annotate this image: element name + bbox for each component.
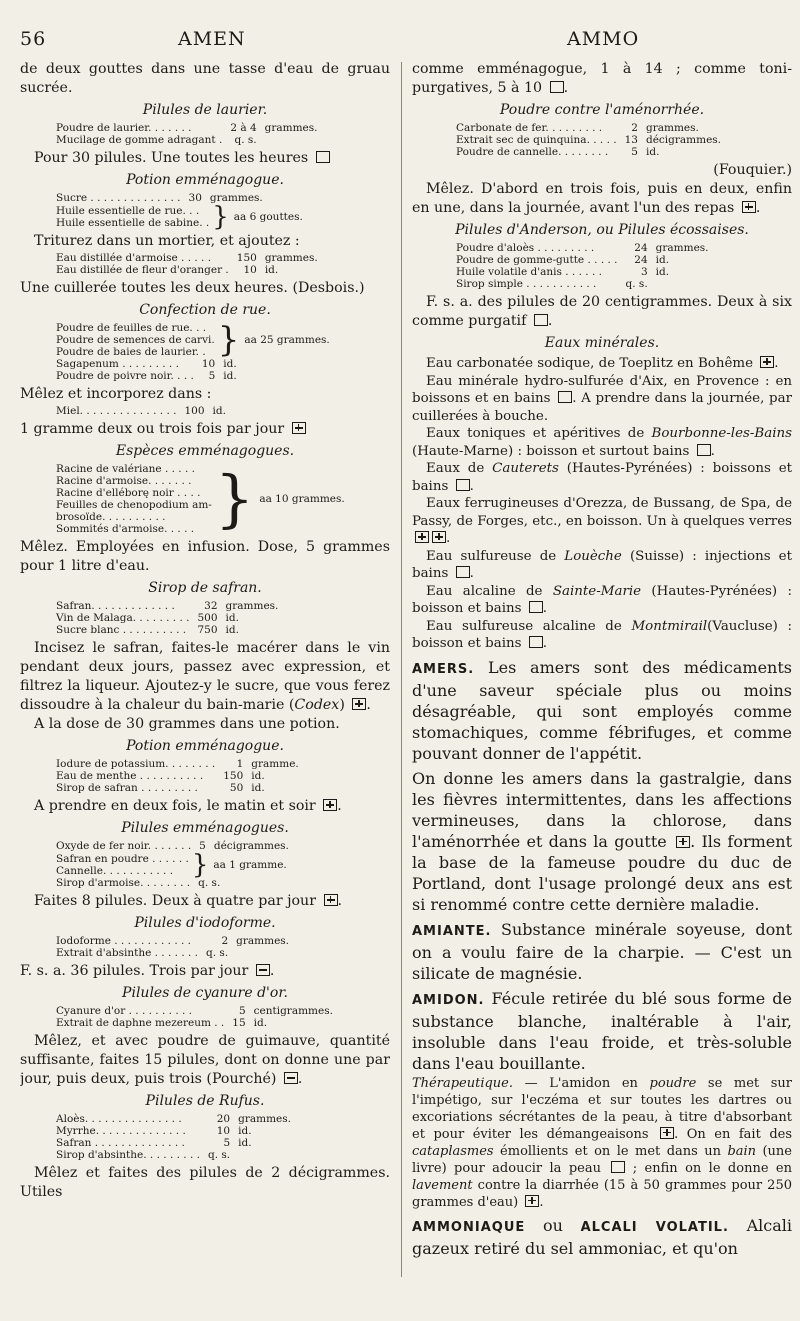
paragraph: Mêlez, et avec poudre de guimauve, quantité suffisante, faites 15 pilules, dont on donne une par jour, puis deux, puis trois (Pourché) . bbox=[20, 1033, 390, 1087]
recipe-table: Safran. . . . . . . . . . . . . 32 grammes. Vin de Malaga. . . . . . . . . 500 id. Sucre blanc . . . . . . . . . . 750 id. bbox=[56, 600, 279, 636]
minus-sign-icon bbox=[256, 964, 270, 976]
paragraph: Triturez dans un mortier, et ajoutez : bbox=[34, 233, 300, 249]
paragraph: Mêlez. Employées en infusion. Dose, 5 grammes pour 1 litre d'eau. bbox=[20, 539, 390, 574]
paragraph: Eaux toniques et apéritives de Bourbonne-les-Bains (Haute-Marne) : boisson et surtout bains . bbox=[412, 426, 792, 459]
paragraph: Eau sulfureuse alcaline de Montmirail(Vaucluse) : boisson et bains . bbox=[412, 618, 792, 651]
recipe-group: Poudre de feuilles de rue. . . Poudre de semences de carvi. Poudre de baies de laurier. . } aa 25 grammes. bbox=[56, 320, 330, 360]
recipe-title: Pilules de laurier. bbox=[142, 102, 268, 118]
recipe-table: Cyanure d'or . . . . . . . . . . 5 centigrammes. Extrait de daphne mezereum . . 15 id. bbox=[56, 1005, 333, 1029]
recipe-table: Eau distillée d'armoise . . . . . 150 grammes. Eau distillée de fleur d'oranger . 10 id. bbox=[56, 252, 318, 276]
square-sign-icon bbox=[534, 314, 548, 326]
recipe-table: Iodoforme . . . . . . . . . . . . 2 grammes. Extrait d'absinthe . . . . . . . q. s. bbox=[56, 935, 290, 959]
recipe-title: Pilules emménagogues. bbox=[121, 820, 289, 836]
entry-keyword: AMIANTE. bbox=[412, 923, 492, 939]
entry-keyword: AMERS. bbox=[412, 661, 475, 677]
recipe-table: Aloès. . . . . . . . . . . . . . . 20 grammes. Myrrhe. . . . . . . . . . . . . . 10 id. Safran . . . . . . . . . . . . . . 5 id. Sirop d'absinthe. . . . . . . . . q. s. bbox=[56, 1113, 291, 1161]
left-column bbox=[20, 60, 390, 1202]
plus-sign-icon bbox=[525, 1195, 539, 1207]
recipe-title: Sirop de safran. bbox=[148, 580, 262, 596]
plus-sign-icon bbox=[676, 836, 690, 848]
square-sign-icon bbox=[558, 391, 572, 403]
square-sign-icon bbox=[529, 636, 543, 648]
square-sign-icon bbox=[697, 444, 711, 456]
attribution: (Fouquier.) bbox=[713, 162, 792, 178]
square-sign-icon bbox=[456, 566, 470, 578]
paragraph: Eau alcaline de Sainte-Marie (Hautes-Pyrénées) : boisson et bains . bbox=[412, 583, 792, 616]
entry-ammoniaque: AMMONIAQUE ou ALCALI VOLATIL. Alcali gazeux retiré du sel ammoniac, et qu'on bbox=[412, 1215, 792, 1258]
paragraph: A la dose de 30 grammes dans une potion. bbox=[34, 716, 340, 732]
right-column bbox=[412, 60, 792, 1259]
recipe-table: Poudre d'aloès . . . . . . . . . 24 grammes. Poudre de gomme-gutte . . . . . 24 id. Huile volatile d'anis . . . . . . 3 id. Sirop simple . . . . . . . . . . . q. s. bbox=[456, 242, 709, 290]
recipe-table: Iodure de potassium. . . . . . . . 1 gramme. Eau de menthe . . . . . . . . . . 150 id. Sirop de safran . . . . . . . . . 50 id. bbox=[56, 758, 299, 794]
recipe-row: Poudre de laurier. . . . . . . 2 à 4 grammes. bbox=[56, 122, 318, 134]
paragraph: A prendre en deux fois, le matin et soir . bbox=[34, 798, 342, 814]
right-guide-word: AMMO bbox=[567, 28, 640, 50]
square-sign-icon bbox=[529, 601, 543, 613]
plus-sign-icon bbox=[415, 531, 429, 543]
entry-amers: AMERS. Les amers sont des médicaments d'une saveur spéciale plus ou moins désagréable, qui sont employés comme stomachiques, comme fébrifuges, et comme pouvant donner de l'appétit. bbox=[412, 657, 792, 763]
recipe-table bbox=[56, 122, 317, 146]
entry-keyword: AMIDON. bbox=[412, 992, 485, 1008]
plus-sign-icon bbox=[324, 894, 338, 906]
paragraph: On donne les amers dans la gastralgie, dans les fièvres intermittentes, dans les affections vermineuses, dans la chlorose, dans l'aménorrhée et dans la goutte . Ils forment la base de la fameuse poudre du duc de Portland, dont l'usage prolongé deux ans est si renommé contre cette dernière maladie. bbox=[412, 768, 792, 914]
plus-sign-icon bbox=[432, 531, 446, 543]
recipe-title: Pilules d'Anderson, ou Pilules écossaises. bbox=[455, 222, 749, 238]
entry-keyword: ALCALI VOLATIL. bbox=[580, 1219, 729, 1235]
paragraph: Pour 30 pilules. Une toutes les heures bbox=[20, 149, 390, 168]
recipe-title: Confection de rue. bbox=[139, 302, 271, 318]
minus-sign-icon bbox=[284, 1072, 298, 1084]
paragraph: Thérapeutique. — L'amidon en poudre se met sur l'impétigo, sur l'eczéma et sur toutes les dartres ou excoriations sécrétantes de la peau, à titre d'absorbant et pour éviter les démangeaisons . On en fait des cataplasmes émollients et on le met dans un bain (une livre) pour adoucir la peau ; enfin on le donne en lavement contre la diarrhée (15 à 50 grammes pour 250 grammes d'eau) . bbox=[412, 1075, 792, 1210]
recipe-title: Pilules d'iodoforme. bbox=[134, 915, 276, 931]
entry-amiante: AMIANTE. Substance minérale soyeuse, dont on a voulu faire de la charpie. — C'est un silicate de magnésie. bbox=[412, 919, 792, 983]
recipe-group: Racine de valériane . . . . . Racine d'armoise. . . . . . . Racine d'elléborę noir . . . . Feuilles de chenopodium am- brosoïde. . . . . . . . . . Sommités d'armoise. . . . . } aa 10 grammes. bbox=[56, 462, 345, 535]
recipe-title: Potion emménagogue. bbox=[126, 172, 284, 188]
paragraph: Mêlez et faites des pilules de 2 décigrammes. Utiles bbox=[20, 1165, 390, 1200]
left-guide-word: AMEN bbox=[178, 28, 246, 50]
paragraph: Eau carbonatée sodique, de Toeplitz en Bohême . bbox=[426, 356, 779, 371]
paragraph: Faites 8 pilules. Deux à quatre par jour . bbox=[34, 893, 343, 909]
recipe-table: Carbonate de fer. . . . . . . . . 2 grammes. Extrait sec de quinquina. . . . . 13 décigrammes. Poudre de cannelle. . . . . . . . 5 id. bbox=[456, 122, 722, 158]
paragraph: comme emménagogue, 1 à 14 ; comme toni-purgatives, 5 à 10 . bbox=[412, 61, 792, 96]
plus-sign-icon bbox=[323, 799, 337, 811]
recipe-table: Sucre . . . . . . . . . . . . . . 30 grammes. bbox=[56, 192, 263, 204]
square-sign-icon bbox=[316, 151, 330, 163]
paragraph: de deux gouttes dans une tasse d'eau de gruau sucrée. bbox=[20, 61, 390, 96]
paragraph: 1 gramme deux ou trois fois par jour bbox=[20, 420, 390, 439]
plus-sign-icon bbox=[352, 698, 366, 710]
recipe-title: Pilules de cyanure d'or. bbox=[122, 985, 288, 1001]
recipe-group: Safran en poudre . . . . . . Cannelle. . . . . . . . . . . } aa 1 gramme. bbox=[56, 850, 287, 880]
paragraph: F. s. a. des pilules de 20 centigrammes. Deux à six comme purgatif . bbox=[412, 294, 792, 329]
recipe-group: Huile essentielle de rue. . . Huile essentielle de sabine. . } aa 6 gouttes. bbox=[56, 202, 303, 232]
section-title: Eaux minérales. bbox=[544, 335, 660, 351]
paragraph: Eaux ferrugineuses d'Orezza, de Bussang, de Spa, de Passy, de Forges, etc., en boisson. Un à quelques verres . bbox=[412, 496, 792, 546]
recipe-title: Pilules de Rufus. bbox=[145, 1093, 265, 1109]
page-number: 56 bbox=[20, 28, 47, 50]
paragraph: Eau sulfureuse de Louèche (Suisse) : injections et bains . bbox=[412, 548, 792, 581]
running-header bbox=[0, 26, 800, 56]
paragraph: Mêlez. D'abord en trois fois, puis en deux, enfin en une, dans la journée, avant l'un des repas . bbox=[412, 181, 792, 216]
recipe-table: Miel. . . . . . . . . . . . . . . 100 id. bbox=[56, 405, 226, 417]
square-sign-icon bbox=[550, 81, 564, 93]
entry-amidon: AMIDON. Fécule retirée du blé sous forme de substance blanche, inaltérable à l'air, insoluble dans l'eau froide, et très-soluble dans l'eau bouillante. bbox=[412, 988, 792, 1073]
plus-sign-icon bbox=[660, 1127, 674, 1139]
paragraph: Mêlez et incorporez dans : bbox=[20, 386, 212, 402]
paragraph: Eau minérale hydro-sulfurée d'Aix, en Provence : en boissons et en bains . A prendre dans la journée, par cuillerées à bouche. bbox=[412, 373, 792, 424]
recipe-title: Potion emménagogue. bbox=[126, 738, 284, 754]
recipe-title: Espèces emménagogues. bbox=[115, 443, 295, 459]
column-rule bbox=[401, 62, 402, 1277]
recipe-table: Sagapenum . . . . . . . . . 10 id. Poudre de poivre noir. . . . 5 id. bbox=[56, 358, 237, 382]
recipe-table: Sirop d'armoise. . . . . . . . q. s. bbox=[56, 877, 221, 889]
paragraph: Incisez le safran, faites-le macérer dans le vin pendant deux jours, passez avec expression, et filtrez la liqueur. Ajoutez-y le sucre, que vous ferez dissoudre à la chaleur du bain-marie (Codex) . bbox=[20, 640, 390, 713]
square-sign-icon bbox=[456, 479, 470, 491]
paragraph: F. s. a. 36 pilules. Trois par jour . bbox=[20, 963, 275, 979]
recipe-table: Oxyde de fer noir. . . . . . . 5 décigrammes. bbox=[56, 840, 289, 852]
paragraph: Une cuillerée toutes les deux heures. (Desbois.) bbox=[20, 280, 365, 296]
plus-sign-icon bbox=[292, 422, 306, 434]
entry-keyword: AMMONIAQUE bbox=[412, 1219, 526, 1235]
paragraph: Eaux de Cauterets (Hautes-Pyrénées) : boissons et bains . bbox=[412, 461, 792, 494]
square-sign-icon bbox=[611, 1161, 625, 1173]
recipe-title: Poudre contre l'aménorrhée. bbox=[499, 102, 705, 118]
plus-sign-icon bbox=[760, 356, 774, 368]
recipe-row: Mucilage de gomme adragant . q. s. bbox=[56, 134, 257, 146]
plus-sign-icon bbox=[742, 201, 756, 213]
